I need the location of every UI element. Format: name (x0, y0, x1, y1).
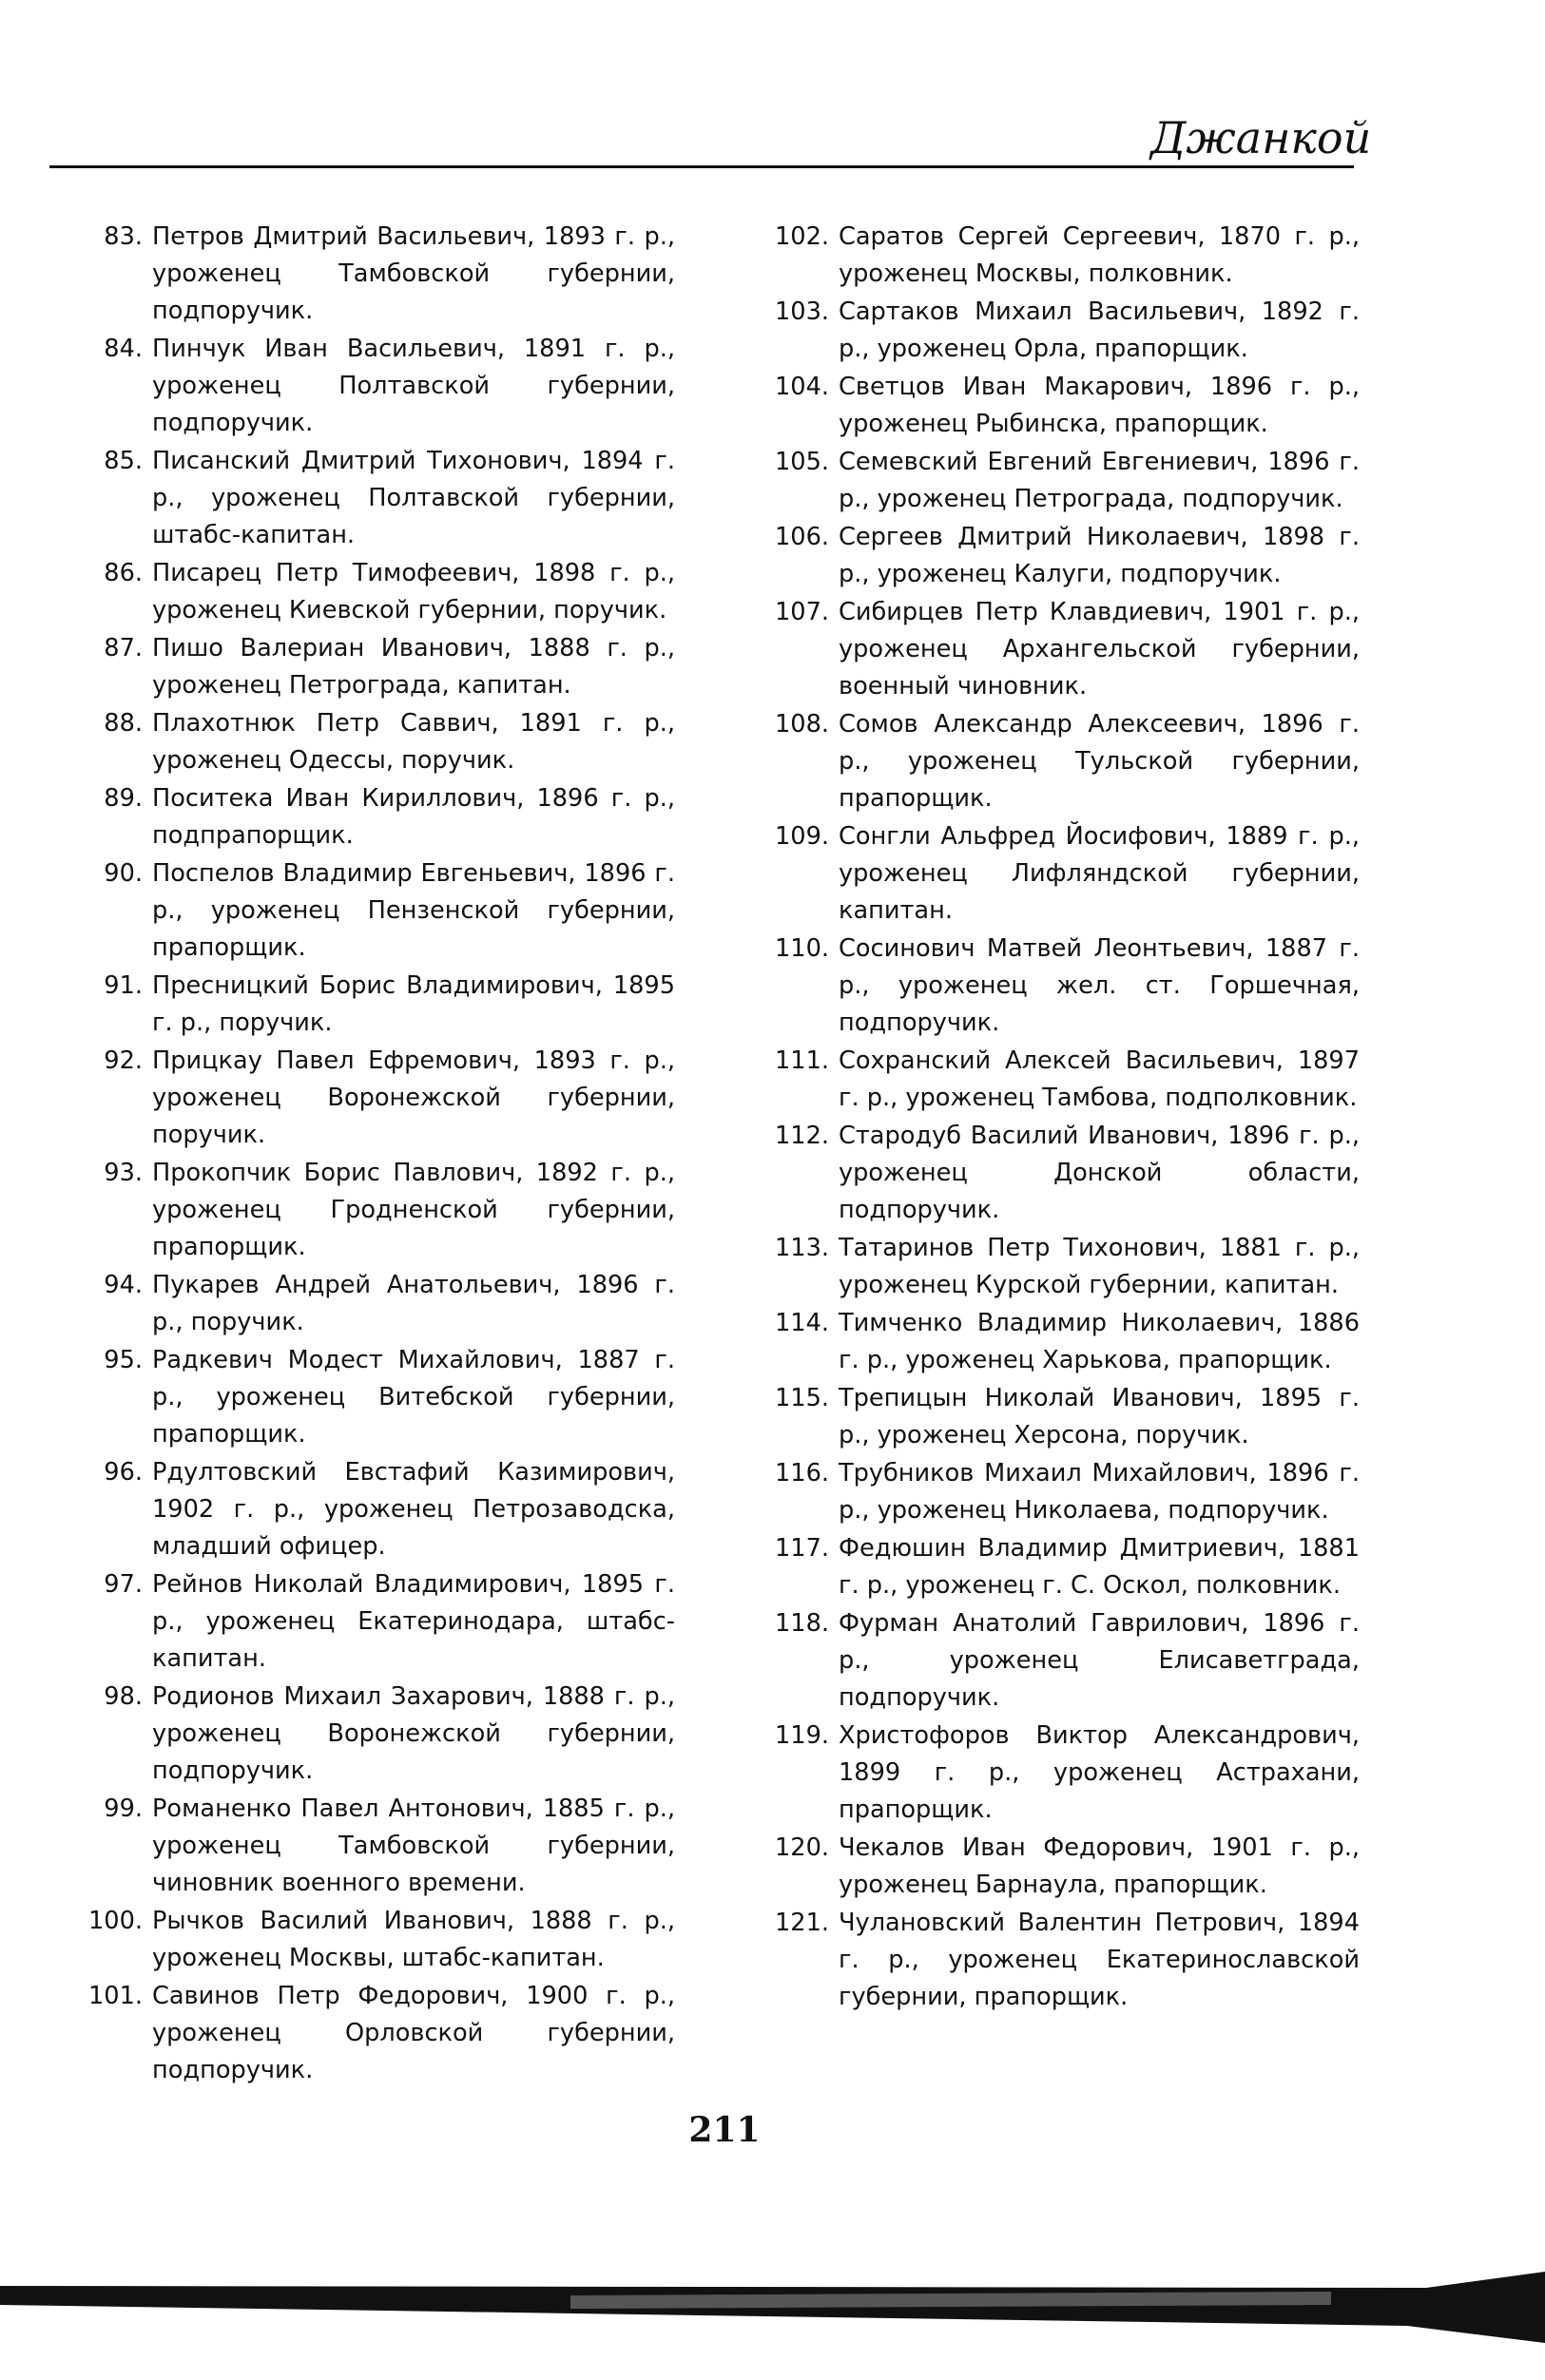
entry-number: 87. (104, 634, 143, 662)
entry-number: 95. (104, 1346, 143, 1374)
entry-text: Стародуб Василий Иванович, 1896 г. р., уроженец Донской области, подпоручик. (839, 1122, 1360, 1224)
entry-number: 100. (88, 1907, 143, 1935)
entry-text: Родионов Михаил Захарович, 1888 г. р., уроженец Воронежской губернии, подпоручик. (152, 1682, 675, 1785)
entry-text: Трубников Михаил Михайлович, 1896 г. р., уроженец Николаева, подпоручик. (839, 1459, 1360, 1525)
entry-text: Фурман Анатолий Гаврилович, 1896 г. р., уроженец Елисаветграда, подпоручик. (839, 1609, 1360, 1712)
entry-text: Тимченко Владимир Николаевич, 1886 г. р., уроженец Харькова, прапорщик. (839, 1309, 1360, 1374)
entry-number: 120. (775, 1833, 829, 1862)
entry-number: 110. (775, 934, 829, 963)
entry-text: Татаринов Петр Тихонович, 1881 г. р., уроженец Курской губернии, капитан. (839, 1234, 1360, 1299)
list-item (86, 1155, 675, 1266)
entry-text: Сомов Александр Алексеевич, 1896 г. р., уроженец Тульской губернии, прапорщик. (839, 710, 1360, 813)
list-item (761, 706, 1360, 817)
left-column (86, 219, 675, 2090)
entry-number: 90. (104, 859, 143, 888)
entry-text: Поспелов Владимир Евгеньевич, 1896 г. р., уроженец Пензенской губернии, прапорщик. (152, 859, 675, 962)
entry-text: Семевский Евгений Евгениевич, 1896 г. р., уроженец Петрограда, подпоручик. (839, 448, 1360, 513)
list-item (86, 968, 675, 1042)
entry-number: 103. (775, 298, 829, 326)
list-item (761, 519, 1360, 593)
header-rule (49, 165, 1354, 168)
list-item (761, 1118, 1360, 1229)
entry-number: 98. (104, 1682, 143, 1711)
entry-number: 118. (775, 1609, 829, 1638)
list-item (86, 1454, 675, 1565)
list-item (86, 1978, 675, 2089)
list-item (761, 219, 1360, 293)
entry-text: Рдултовский Евстафий Казимирович, 1902 г. р., уроженец Петрозаводска, младший офицер. (152, 1458, 675, 1561)
entry-text: Петров Дмитрий Васильевич, 1893 г. р., уроженец Тамбовской губернии, подпоручик. (152, 222, 675, 325)
entry-text: Чекалов Иван Федорович, 1901 г. р., уроженец Барнаула, прапорщик. (839, 1833, 1360, 1899)
entry-number: 102. (775, 222, 829, 251)
entry-text: Прокопчик Борис Павлович, 1892 г. р., уроженец Гродненской губернии, прапорщик. (152, 1159, 675, 1261)
list-item (86, 855, 675, 967)
entry-text: Трепицын Николай Иванович, 1895 г. р., уроженец Херсона, поручик. (839, 1384, 1360, 1449)
entry-text: Сибирцев Петр Клавдиевич, 1901 г. р., уроженец Архангельской губернии, военный чиновник. (839, 598, 1360, 701)
entry-number: 86. (104, 559, 143, 587)
entry-text: Писарец Петр Тимофеевич, 1898 г. р., уроженец Киевской губернии, поручик. (152, 559, 675, 624)
list-item (761, 1455, 1360, 1529)
entry-number: 93. (104, 1159, 143, 1187)
entry-text: Радкевич Модест Михайлович, 1887 г. р., уроженец Витебской губернии, прапорщик. (152, 1346, 675, 1449)
entry-number: 96. (104, 1458, 143, 1487)
entry-number: 104. (775, 373, 829, 401)
right-column (761, 219, 1360, 2017)
entry-text: Христофоров Виктор Александрович, 1899 г. р., уроженец Астрахани, прапорщик. (839, 1721, 1360, 1824)
entry-text: Сонгли Альфред Йосифович, 1889 г. р., уроженец Лифляндской губернии, капитан. (839, 822, 1360, 925)
list-item (761, 1305, 1360, 1379)
list-item (86, 1903, 675, 1977)
list-item (761, 1718, 1360, 1829)
list-item (761, 1043, 1360, 1117)
list-item (86, 331, 675, 442)
entry-text: Пинчук Иван Васильевич, 1891 г. р., уроженец Полтавской губернии, подпоручик. (152, 335, 675, 437)
entry-number: 114. (775, 1309, 829, 1337)
entry-number: 84. (104, 335, 143, 363)
list-item (761, 594, 1360, 705)
list-item (86, 1267, 675, 1341)
entry-number: 94. (104, 1271, 143, 1299)
entry-text: Рейнов Николай Владимирович, 1895 г. р., уроженец Екатеринодара, штабс-капитан. (152, 1570, 675, 1673)
list-item (86, 705, 675, 779)
list-item (86, 630, 675, 704)
entry-number: 92. (104, 1046, 143, 1075)
list-item (761, 1230, 1360, 1304)
entry-text: Романенко Павел Антонович, 1885 г. р., уроженец Тамбовской губернии, чиновник военного времени. (152, 1795, 675, 1897)
list-item (86, 780, 675, 854)
entry-number: 106. (775, 523, 829, 551)
entry-number: 116. (775, 1459, 829, 1488)
entry-number: 119. (775, 1721, 829, 1750)
list-item (86, 1342, 675, 1453)
entry-number: 99. (104, 1795, 143, 1823)
entry-number: 117. (775, 1534, 829, 1563)
entry-text: Поситека Иван Кириллович, 1896 г. р., подпрапорщик. (152, 784, 675, 850)
entry-number: 85. (104, 447, 143, 475)
list-item (86, 1043, 675, 1154)
list-item (86, 1566, 675, 1678)
list-item (86, 1679, 675, 1790)
list-item (761, 1530, 1360, 1604)
entry-text: Федюшин Владимир Дмитриевич, 1881 г. р., уроженец г. С. Оскол, полковник. (839, 1534, 1360, 1600)
entry-text: Пукарев Андрей Анатольевич, 1896 г. р., поручик. (152, 1271, 675, 1336)
entry-text: Сартаков Михаил Васильевич, 1892 г. р., уроженец Орла, прапорщик. (839, 298, 1360, 363)
entry-text: Сохранский Алексей Васильевич, 1897 г. р., уроженец Тамбова, подполковник. (839, 1046, 1360, 1112)
entry-number: 97. (104, 1570, 143, 1599)
entry-number: 91. (104, 971, 143, 1000)
entry-text: Сергеев Дмитрий Николаевич, 1898 г. р., уроженец Калуги, подпоручик. (839, 523, 1360, 588)
entry-number: 112. (775, 1122, 829, 1150)
page-number: 211 (688, 2110, 761, 2150)
entry-text: Плахотнюк Петр Саввич, 1891 г. р., уроженец Одессы, поручик. (152, 709, 675, 775)
entry-number: 113. (775, 1234, 829, 1262)
list-item (761, 1905, 1360, 2016)
entry-number: 108. (775, 710, 829, 739)
entry-number: 107. (775, 598, 829, 626)
entry-text: Пишо Валериан Иванович, 1888 г. р., уроженец Петрограда, капитан. (152, 634, 675, 700)
entry-number: 89. (104, 784, 143, 813)
scan-edge-shadow (0, 2267, 1545, 2352)
entry-text: Рычков Василий Иванович, 1888 г. р., уроженец Москвы, штабс-капитан. (152, 1907, 675, 1972)
entry-number: 88. (104, 709, 143, 738)
list-item (761, 1380, 1360, 1454)
entry-number: 115. (775, 1384, 829, 1412)
entry-text: Прицкау Павел Ефремович, 1893 г. р., уроженец Воронежской губернии, поручик. (152, 1046, 675, 1149)
list-item (761, 294, 1360, 368)
list-item (761, 1605, 1360, 1717)
entry-number: 111. (775, 1046, 829, 1075)
list-item (86, 1791, 675, 1902)
list-item (86, 219, 675, 330)
list-item (761, 1830, 1360, 1904)
entry-number: 101. (88, 1982, 143, 2010)
list-item (86, 443, 675, 554)
list-item (761, 931, 1360, 1042)
list-item (761, 369, 1360, 443)
entry-text: Чулановский Валентин Петрович, 1894 г. р., уроженец Екатеринославской губернии, прапорщик. (839, 1909, 1360, 2011)
entry-text: Савинов Петр Федорович, 1900 г. р., уроженец Орловской губернии, подпоручик. (152, 1982, 675, 2084)
entry-number: 83. (104, 222, 143, 251)
entry-number: 121. (775, 1909, 829, 1937)
entry-number: 109. (775, 822, 829, 851)
entry-text: Пресницкий Борис Владимирович, 1895 г. р., поручик. (152, 971, 675, 1037)
list-item (761, 818, 1360, 930)
list-item (761, 444, 1360, 518)
list-item (86, 555, 675, 629)
entry-number: 105. (775, 448, 829, 476)
entry-text: Писанский Дмитрий Тихонович, 1894 г. р., уроженец Полтавской губернии, штабс-капитан. (152, 447, 675, 549)
entry-text: Сосинович Матвей Леонтьевич, 1887 г. р., уроженец жел. ст. Горшечная, подпоручик. (839, 934, 1360, 1037)
running-head: Джанкой (1150, 112, 1372, 163)
entry-text: Саратов Сергей Сергеевич, 1870 г. р., уроженец Москвы, полковник. (839, 222, 1360, 288)
entry-text: Светцов Иван Макарович, 1896 г. р., уроженец Рыбинска, прапорщик. (839, 373, 1360, 438)
